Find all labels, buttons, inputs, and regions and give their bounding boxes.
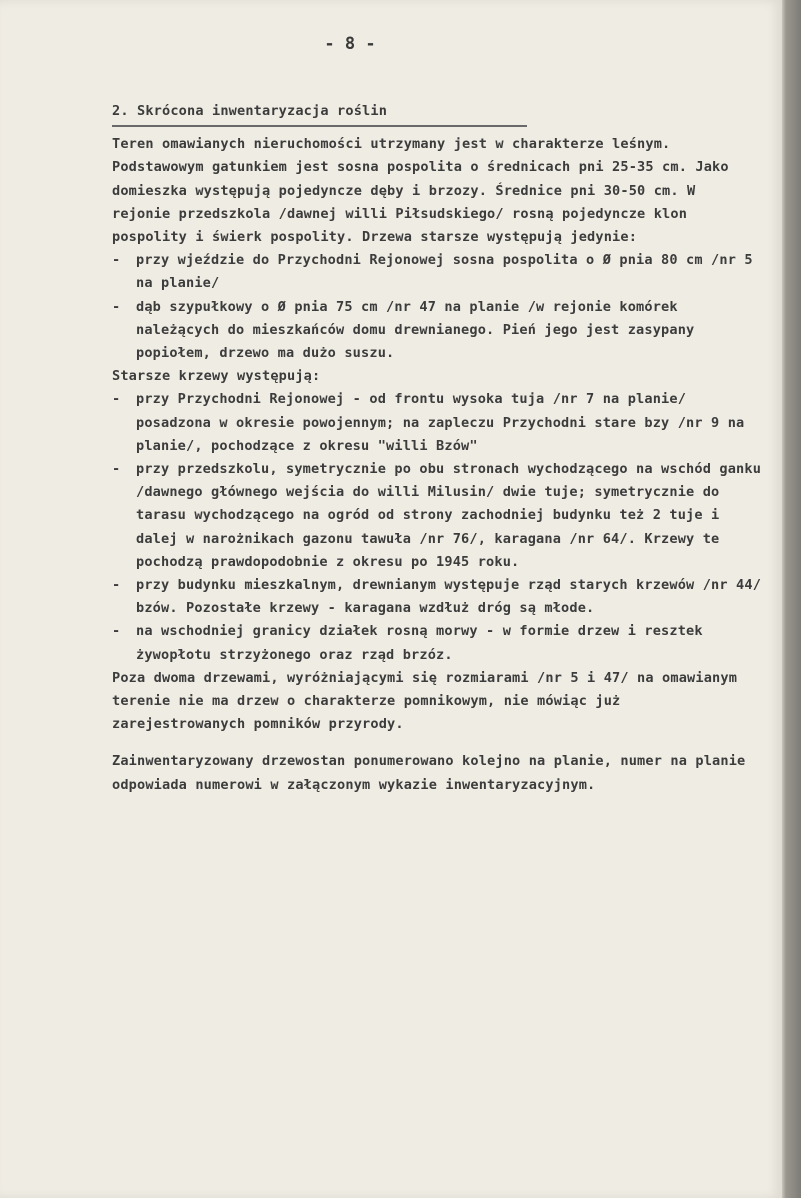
page-number: - 8 - — [324, 34, 376, 54]
list-item — [112, 574, 762, 620]
shrubs-intro: Starsze krzewy występują: — [112, 368, 321, 385]
list-item-text: przy budynku mieszkalnym, drewnianym występuje rząd starych krzewów /nr 44/ bzów. Pozostałe krzewy - karagana wzdłuż dróg są młode. — [136, 577, 762, 617]
older-trees-list — [112, 249, 762, 365]
page-edge-shadow — [782, 0, 801, 1198]
paragraph-spacer — [112, 736, 762, 750]
list-bullet: - — [112, 252, 121, 269]
list-item-text: przy Przychodni Rejonowej - od frontu wysoka tuja /nr 7 na planie/ posadzona w okresie powojennym; na zapleczu Przychodni stare bzy /nr 9 na planie/, pochodzące z okresu "willi Bzów" — [136, 391, 745, 454]
list-item-text: przy wjeździe do Przychodni Rejonowej sosna pospolita o Ø pnia 80 cm /nr 5 na planie/ — [136, 252, 753, 292]
list-item-text: dąb szypułkowy o Ø pnia 75 cm /nr 47 na planie /w rejonie komórek należących do mieszkańców domu drewnianego. Pień jego jest zasypany popiołem, drzewo ma dużo suszu. — [136, 298, 695, 362]
list-bullet: - — [112, 577, 121, 594]
document-body — [112, 100, 762, 797]
list-bullet: - — [112, 461, 121, 478]
list-item — [112, 458, 762, 574]
shrubs-list — [112, 388, 762, 666]
list-item — [112, 620, 762, 666]
list-item-text: na wschodniej granicy działek rosną morwy - w formie drzew i resztek żywopłotu strzyżonego oraz rząd brzóz. — [136, 623, 703, 663]
list-bullet: - — [112, 623, 121, 640]
intro-paragraph: Teren omawianych nieruchomości utrzymany jest w charakterze leśnym. Podstawowym gatunkiem jest sosna pospolita o średnicach pni 25-35 cm. Jako domieszka występują pojedyncze dęby i brzozy. Średnice pni 30-50 cm. W rejonie przedszkola /dawnej willi Piłsudskiego/ rosną pojedyncze klon pospolity i świerk pospolity. Drzewa starsze występują jedynie: — [112, 136, 729, 246]
section-heading: 2. Skrócona inwentaryzacja roślin — [112, 103, 388, 119]
list-bullet: - — [112, 391, 121, 408]
list-item — [112, 296, 762, 366]
closing-paragraph: Poza dwoma drzewami, wyróżniającymi się rozmiarami /nr 5 i 47/ na omawianym terenie nie ma drzew o charakterze pomnikowym, nie mówiąc już zarejestrowanych pomników przyrody. — [112, 669, 738, 733]
list-item-text: przy przedszkolu, symetrycznie po obu stronach wychodzącego na wschód ganku /dawnego głównego wejścia do willi Milusin/ dwie tuje; symetrycznie do tarasu wychodzącego na ogród od strony zachodniej budynku też 2 tuje i dalej w narożnikach gazonu tawuła /nr 76/, karagana /nr 64/. Krzewy te pochodzą prawdopodobnie z okresu po 1945 roku. — [136, 461, 762, 570]
list-item — [112, 249, 762, 295]
list-item — [112, 388, 762, 458]
list-bullet: - — [112, 298, 121, 315]
heading-underline — [112, 125, 527, 127]
final-paragraph: Zainwentaryzowany drzewostan ponumerowano kolejno na planie, numer na planie odpowiada numerowi w załączonym wykazie inwentaryzacyjnym. — [112, 753, 746, 793]
